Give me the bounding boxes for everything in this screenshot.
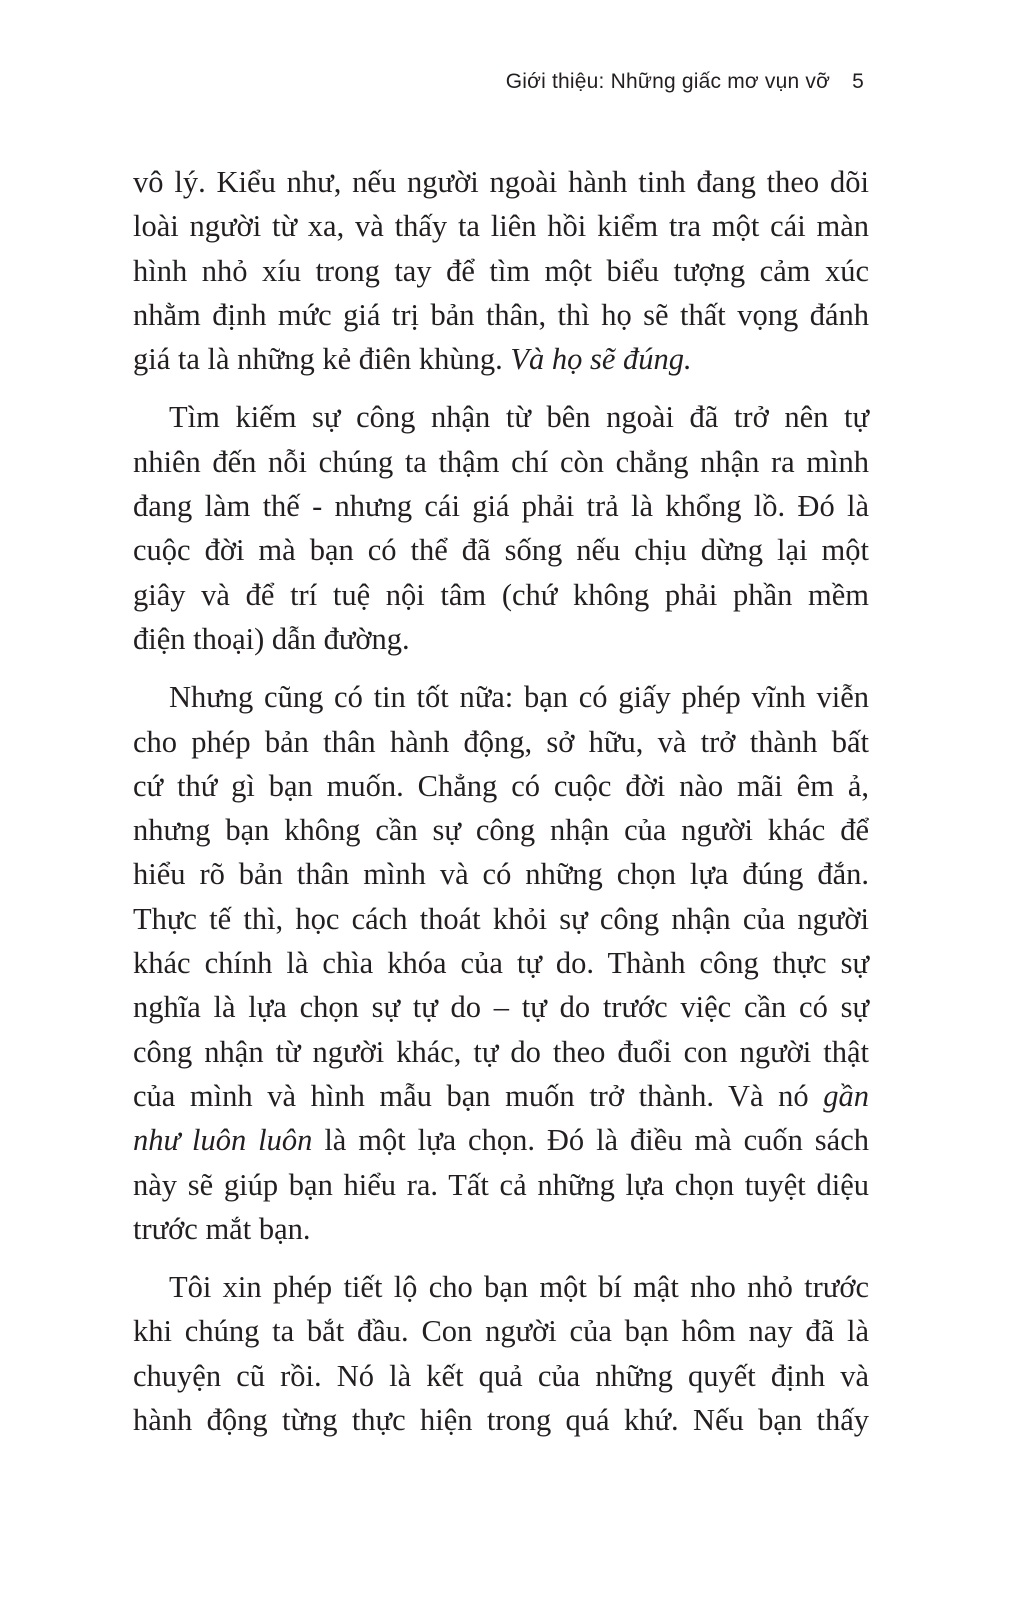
italic-text: Và họ sẽ đúng. <box>510 342 692 377</box>
text-span: giá ta là những kẻ điên khùng. <box>133 342 511 377</box>
running-header <box>506 70 864 94</box>
page-number: 5 <box>852 70 864 93</box>
text-line: nhưng bạn không cần sự công nhận của người khác để <box>133 813 869 848</box>
italic-text: như luôn luôn <box>133 1123 313 1158</box>
text-line: đang làm thế - nhưng cái giá phải trả là khổng lồ. Đó là <box>133 489 869 524</box>
text-line: hiểu rõ bản thân mình và có những chọn lựa đúng đắn. <box>133 857 869 892</box>
text-line: vô lý. Kiểu như, nếu người ngoài hành tinh đang theo dõi <box>133 165 869 199</box>
paragraph-1 <box>133 160 869 381</box>
text-line: khi chúng ta bắt đầu. Con người của bạn hôm nay đã là <box>133 1314 869 1349</box>
text-line: Tìm kiếm sự công nhận từ bên ngoài đã trở nên tự <box>169 400 869 435</box>
text-line: khác chính là chìa khóa của tự do. Thành công thực sự <box>133 946 869 981</box>
paragraph-2 <box>133 395 869 661</box>
text-line: cuộc đời mà bạn có thể đã sống nếu chịu dừng lại một <box>133 533 869 568</box>
text-line: trước mắt bạn. <box>133 1211 311 1246</box>
text-line: này sẽ giúp bạn hiểu ra. Tất cả những lựa chọn tuyệt diệu <box>133 1167 869 1202</box>
text-line: Thực tế thì, học cách thoát khỏi sự công nhận của người <box>133 901 869 936</box>
italic-text: gần <box>823 1078 869 1113</box>
body-text <box>133 160 869 1442</box>
text-line: công nhận từ người khác, tự do theo đuổi con người thật <box>133 1034 869 1069</box>
text-line: loài người từ xa, và thấy ta liên hồi kiểm tra một cái màn <box>133 209 869 244</box>
text-line: nhằm định mức giá trị bản thân, thì họ sẽ thất vọng đánh <box>133 297 869 332</box>
text-line: nghĩa là lựa chọn sự tự do – tự do trước việc cần có sự <box>133 990 869 1025</box>
text-line <box>133 337 869 381</box>
text-line: hình nhỏ xíu trong tay để tìm một biểu tượng cảm xúc <box>133 253 869 288</box>
text-span: là một lựa chọn. Đó là điều mà cuốn sách <box>312 1123 869 1158</box>
text-span: của mình và hình mẫu bạn muốn trở thành. Và nó <box>133 1078 824 1113</box>
text-line <box>133 1118 869 1162</box>
text-line: giây và để trí tuệ nội tâm (chứ không phải phần mềm <box>133 577 869 612</box>
text-line <box>133 1074 869 1118</box>
text-line: cho phép bản thân hành động, sở hữu, và trở thành bất <box>133 724 869 759</box>
paragraph-3 <box>133 675 869 1251</box>
text-line: cứ thứ gì bạn muốn. Chẳng có cuộc đời nào mãi êm ả, <box>133 768 869 803</box>
text-line: Nhưng cũng có tin tốt nữa: bạn có giấy phép vĩnh viễn <box>169 680 869 715</box>
text-line: Tôi xin phép tiết lộ cho bạn một bí mật nho nhỏ trước <box>169 1270 869 1305</box>
text-line: nhiên đến nỗi chúng ta thậm chí còn chẳng nhận ra mình <box>133 444 869 479</box>
text-line: điện thoại) dẫn đường. <box>133 621 410 656</box>
text-line: hành động từng thực hiện trong quá khứ. Nếu bạn thấy <box>133 1403 869 1438</box>
text-line: chuyện cũ rồi. Nó là kết quả của những quyết định và <box>133 1358 869 1393</box>
paragraph-4 <box>133 1265 869 1442</box>
running-title: Giới thiệu: Những giấc mơ vụn vỡ <box>505 70 831 93</box>
